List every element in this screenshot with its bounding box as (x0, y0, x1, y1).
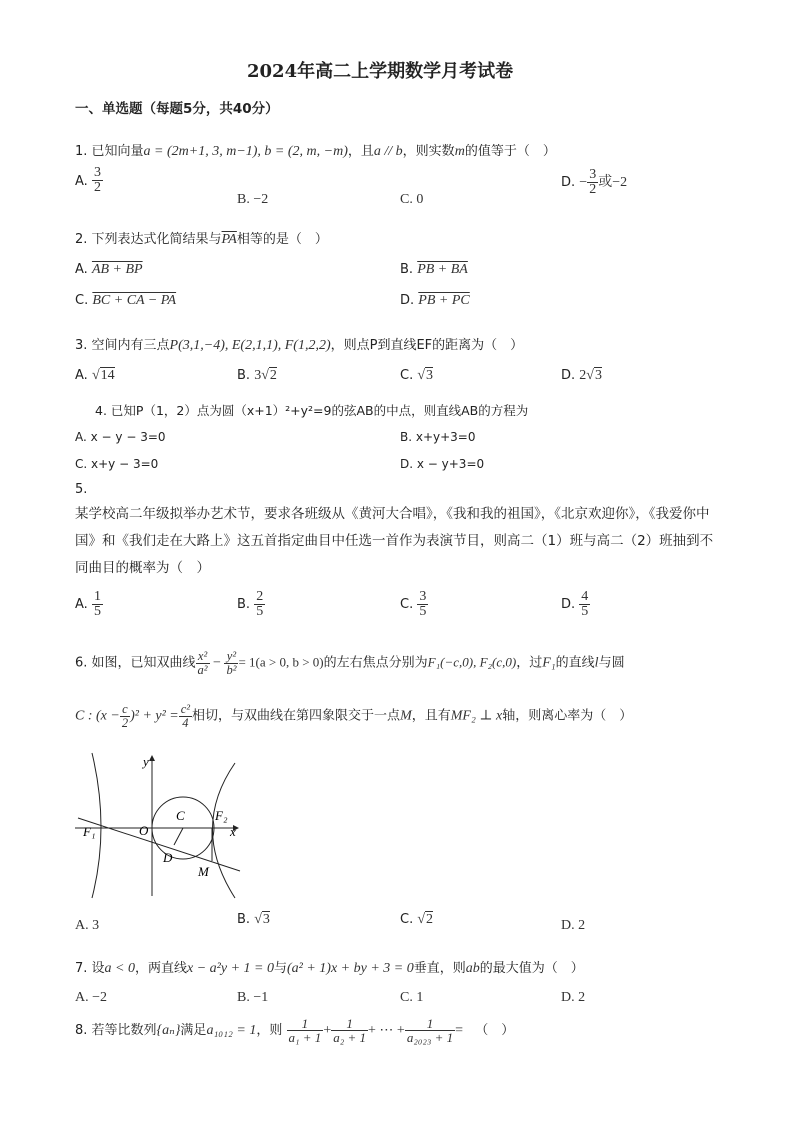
question-6-option-a[interactable]: A. 3 (75, 918, 100, 933)
question-4-option-a[interactable]: A. x − y − 3=0 (75, 430, 166, 444)
label-f1: F₁ (83, 824, 96, 839)
question-2-option-c[interactable]: C. BC + CA − PA (75, 293, 177, 308)
question-2-option-b[interactable]: B. PB + BA (400, 262, 468, 277)
question-6-option-b[interactable]: B. √3 (237, 912, 270, 927)
hyperbola-figure (70, 748, 245, 903)
label-y: y (143, 754, 149, 769)
line-l (78, 818, 240, 871)
question-4-stem: 4. 已知P（1，2）点为圆（x+1）²+y²=9的弦AB的中点，则直线AB的方程为 (95, 403, 529, 418)
question-7-option-c[interactable]: C. 1 (400, 990, 424, 1005)
segment-cd (174, 828, 183, 845)
question-6-stem-line1: 6. 如图，已知双曲线 $\frac{\text{x²}}{\text{a²}}$ − $\frac{\text{y²}}{\text{b²}}$ = 1(a > 0, b > 0)的左右焦点分别为F₁(−c,0), F₂(c,0)，过F₁的直线l与圆 (75, 649, 625, 677)
label-f2: F₂ (215, 808, 228, 823)
question-7-option-a[interactable]: A. −2 (75, 990, 108, 1005)
label-c: C (176, 808, 185, 823)
question-4-option-c[interactable]: C. x+y − 3=0 (75, 457, 159, 471)
question-6-option-c[interactable]: C. √2 (400, 912, 434, 927)
label-x: x (230, 824, 236, 839)
question-7-option-b[interactable]: B. −1 (237, 990, 269, 1005)
question-8-stem: 8. 若等比数列{aₙ}满足a₁₀₁₂ = 1，则 $\frac{1}{\text{a₁ + 1}}$ + $\frac{1}{\text{a₂ + 1}}$ + ⋯ + $\frac{1}{\text{a₂₀₂₃ + 1}}$ = （ ） (75, 1016, 515, 1045)
question-5-option-b[interactable]: B. $\frac{2}{5}$ (237, 589, 264, 619)
label-o: O (139, 823, 149, 838)
section-heading: 一、单选题（每题5分，共40分） (75, 101, 279, 117)
question-5-text: 某学校高二年级拟举办艺术节，要求各班级从《黄河大合唱》，《我和我的祖国》，《北京欢迎你》，《我爱你中国》和《我们走在大路上》这五首指定曲目中任选一首作为表演节目，则高二（1）班与高二（2）班抽到不同曲目的概率为（ ） (75, 506, 714, 576)
question-5-option-d[interactable]: D. $\frac{4}{5}$ (561, 589, 589, 619)
question-4-option-d[interactable]: D. x − y+3=0 (400, 457, 485, 471)
question-1-stem: 1. 已知向量a = (2m+1, 3, m−1), b = (2, m, −m)，且a // b，则实数m的值等于（ ） (75, 144, 556, 159)
question-6-option-d[interactable]: D. 2 (561, 918, 586, 933)
question-4-option-b[interactable]: B. x+y+3=0 (400, 430, 476, 444)
question-1-option-a[interactable]: A. $\frac{3}{2}$ (75, 165, 101, 195)
question-7-stem: 7. 设a < 0，两直线x − a²y + 1 = 0与(a² + 1)x + by + 3 = 0垂直，则ab的最大值为（ ） (75, 961, 584, 976)
label-m: M (198, 864, 209, 879)
question-2-option-d[interactable]: D. PB + PC (400, 293, 470, 308)
question-3-option-d[interactable]: D. 2√3 (561, 368, 602, 383)
question-3-stem: 3. 空间内有三点P(3,1,−4), E(2,1,1), F(1,2,2)，则点P到直线EF的距离为（ ） (75, 338, 524, 353)
question-1-option-d[interactable]: D. − $\frac{3}{2}$ 或−2 (561, 167, 628, 197)
question-1-option-c[interactable]: C. 0 (400, 192, 424, 207)
question-6-stem-line2: C : (x − $\frac{c}{2}$ )² + y² = $\frac{\text{c²}}{4}$ 相切，与双曲线在第四象限交于一点M，且有MF₂ ⊥ x轴，则离心率为（ ） (75, 702, 633, 730)
question-7-option-d[interactable]: D. 2 (561, 990, 586, 1005)
question-3-option-c[interactable]: C. √3 (400, 368, 434, 383)
label-d: D (163, 850, 173, 865)
question-5-option-a[interactable]: A. $\frac{1}{5}$ (75, 589, 101, 619)
question-3-option-b[interactable]: B. 3√2 (237, 368, 277, 383)
question-3-option-a[interactable]: A. √14 (75, 368, 115, 383)
question-5-number: 5. (75, 482, 88, 497)
page-title: 2024年高二上学期数学月考试卷 (247, 61, 514, 82)
question-5-option-c[interactable]: C. $\frac{3}{5}$ (400, 589, 427, 619)
question-2-option-a[interactable]: A. AB + BP (75, 262, 143, 277)
question-1-option-b[interactable]: B. −2 (237, 192, 269, 207)
question-2-stem: 2. 下列表达式化简结果与$\overline{PA}$相等的是（ ） (75, 232, 328, 247)
